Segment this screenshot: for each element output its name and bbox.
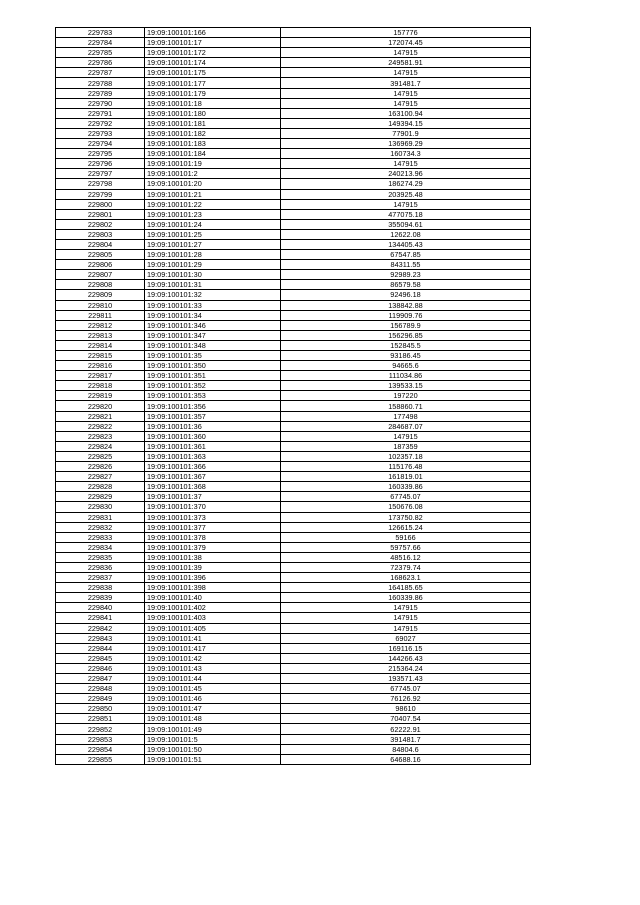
table-row bbox=[56, 209, 531, 219]
cadastral-number-cell: 19:09:100101:405 bbox=[145, 623, 281, 633]
value-cell: 76126.92 bbox=[281, 694, 531, 704]
cadastral-number-cell: 19:09:100101:172 bbox=[145, 48, 281, 58]
value-cell: 160339.86 bbox=[281, 593, 531, 603]
cadastral-number-cell: 19:09:100101:30 bbox=[145, 270, 281, 280]
cadastral-number-cell: 19:09:100101:361 bbox=[145, 441, 281, 451]
row-id-cell: 229832 bbox=[56, 522, 145, 532]
row-id-cell: 229802 bbox=[56, 219, 145, 229]
table-row bbox=[56, 714, 531, 724]
cadastral-number-cell: 19:09:100101:181 bbox=[145, 118, 281, 128]
row-id-cell: 229811 bbox=[56, 310, 145, 320]
table-row bbox=[56, 684, 531, 694]
value-cell: 147915 bbox=[281, 159, 531, 169]
data-table bbox=[55, 27, 531, 765]
row-id-cell: 229839 bbox=[56, 593, 145, 603]
table-row bbox=[56, 270, 531, 280]
value-cell: 168623.1 bbox=[281, 573, 531, 583]
table-row bbox=[56, 108, 531, 118]
row-id-cell: 229846 bbox=[56, 663, 145, 673]
cadastral-number-cell: 19:09:100101:46 bbox=[145, 694, 281, 704]
value-cell: 163100.94 bbox=[281, 108, 531, 118]
value-cell: 152845.5 bbox=[281, 340, 531, 350]
value-cell: 172074.45 bbox=[281, 38, 531, 48]
cadastral-number-cell: 19:09:100101:353 bbox=[145, 391, 281, 401]
cadastral-number-cell: 19:09:100101:33 bbox=[145, 300, 281, 310]
row-id-cell: 229825 bbox=[56, 451, 145, 461]
cadastral-number-cell: 19:09:100101:403 bbox=[145, 613, 281, 623]
value-cell: 158860.71 bbox=[281, 401, 531, 411]
value-cell: 86579.58 bbox=[281, 280, 531, 290]
table-row bbox=[56, 502, 531, 512]
value-cell: 156789.9 bbox=[281, 320, 531, 330]
table-row bbox=[56, 239, 531, 249]
row-id-cell: 229783 bbox=[56, 28, 145, 38]
table-row bbox=[56, 472, 531, 482]
row-id-cell: 229851 bbox=[56, 714, 145, 724]
row-id-cell: 229840 bbox=[56, 603, 145, 613]
cadastral-number-cell: 19:09:100101:417 bbox=[145, 643, 281, 653]
table-row bbox=[56, 593, 531, 603]
cadastral-number-cell: 19:09:100101:23 bbox=[145, 209, 281, 219]
table-row bbox=[56, 139, 531, 149]
cadastral-number-cell: 19:09:100101:166 bbox=[145, 28, 281, 38]
cadastral-number-cell: 19:09:100101:21 bbox=[145, 189, 281, 199]
table-row bbox=[56, 351, 531, 361]
value-cell: 67745.07 bbox=[281, 684, 531, 694]
cadastral-number-cell: 19:09:100101:379 bbox=[145, 542, 281, 552]
table-row bbox=[56, 522, 531, 532]
cadastral-number-cell: 19:09:100101:36 bbox=[145, 421, 281, 431]
value-cell: 64688.16 bbox=[281, 754, 531, 764]
cadastral-number-cell: 19:09:100101:402 bbox=[145, 603, 281, 613]
cadastral-number-cell: 19:09:100101:49 bbox=[145, 724, 281, 734]
value-cell: 92989.23 bbox=[281, 270, 531, 280]
cadastral-number-cell: 19:09:100101:360 bbox=[145, 431, 281, 441]
row-id-cell: 229787 bbox=[56, 68, 145, 78]
cadastral-number-cell: 19:09:100101:346 bbox=[145, 320, 281, 330]
table-row bbox=[56, 38, 531, 48]
row-id-cell: 229824 bbox=[56, 441, 145, 451]
row-id-cell: 229810 bbox=[56, 300, 145, 310]
cadastral-number-cell: 19:09:100101:34 bbox=[145, 310, 281, 320]
cadastral-number-cell: 19:09:100101:43 bbox=[145, 663, 281, 673]
row-id-cell: 229796 bbox=[56, 159, 145, 169]
table-row bbox=[56, 290, 531, 300]
value-cell: 138842.88 bbox=[281, 300, 531, 310]
table-row bbox=[56, 532, 531, 542]
row-id-cell: 229795 bbox=[56, 149, 145, 159]
cadastral-number-cell: 19:09:100101:18 bbox=[145, 98, 281, 108]
cadastral-number-cell: 19:09:100101:31 bbox=[145, 280, 281, 290]
cadastral-number-cell: 19:09:100101:42 bbox=[145, 653, 281, 663]
cadastral-number-cell: 19:09:100101:39 bbox=[145, 562, 281, 572]
cadastral-number-cell: 19:09:100101:17 bbox=[145, 38, 281, 48]
cadastral-number-cell: 19:09:100101:373 bbox=[145, 512, 281, 522]
table-row bbox=[56, 603, 531, 613]
value-cell: 59757.66 bbox=[281, 542, 531, 552]
value-cell: 157776 bbox=[281, 28, 531, 38]
table-row bbox=[56, 371, 531, 381]
row-id-cell: 229823 bbox=[56, 431, 145, 441]
table-row bbox=[56, 573, 531, 583]
value-cell: 391481.7 bbox=[281, 734, 531, 744]
cadastral-number-cell: 19:09:100101:40 bbox=[145, 593, 281, 603]
cadastral-number-cell: 19:09:100101:47 bbox=[145, 704, 281, 714]
row-id-cell: 229809 bbox=[56, 290, 145, 300]
table-row bbox=[56, 431, 531, 441]
row-id-cell: 229803 bbox=[56, 229, 145, 239]
table-row bbox=[56, 704, 531, 714]
table-row bbox=[56, 58, 531, 68]
table-row bbox=[56, 48, 531, 58]
value-cell: 164185.65 bbox=[281, 583, 531, 593]
row-id-cell: 229788 bbox=[56, 78, 145, 88]
table-row bbox=[56, 482, 531, 492]
row-id-cell: 229843 bbox=[56, 633, 145, 643]
table-row bbox=[56, 754, 531, 764]
row-id-cell: 229821 bbox=[56, 411, 145, 421]
cadastral-number-cell: 19:09:100101:174 bbox=[145, 58, 281, 68]
row-id-cell: 229850 bbox=[56, 704, 145, 714]
row-id-cell: 229800 bbox=[56, 199, 145, 209]
value-cell: 102357.18 bbox=[281, 451, 531, 461]
cadastral-number-cell: 19:09:100101:5 bbox=[145, 734, 281, 744]
table-row bbox=[56, 663, 531, 673]
row-id-cell: 229853 bbox=[56, 734, 145, 744]
cadastral-number-cell: 19:09:100101:356 bbox=[145, 401, 281, 411]
value-cell: 69027 bbox=[281, 633, 531, 643]
row-id-cell: 229786 bbox=[56, 58, 145, 68]
table-row bbox=[56, 492, 531, 502]
table-row bbox=[56, 361, 531, 371]
table-row bbox=[56, 552, 531, 562]
value-cell: 215364.24 bbox=[281, 663, 531, 673]
row-id-cell: 229835 bbox=[56, 552, 145, 562]
row-id-cell: 229842 bbox=[56, 623, 145, 633]
cadastral-number-cell: 19:09:100101:357 bbox=[145, 411, 281, 421]
row-id-cell: 229845 bbox=[56, 653, 145, 663]
row-id-cell: 229789 bbox=[56, 88, 145, 98]
table-row bbox=[56, 78, 531, 88]
row-id-cell: 229849 bbox=[56, 694, 145, 704]
row-id-cell: 229814 bbox=[56, 340, 145, 350]
row-id-cell: 229829 bbox=[56, 492, 145, 502]
table-row bbox=[56, 280, 531, 290]
cadastral-number-cell: 19:09:100101:348 bbox=[145, 340, 281, 350]
value-cell: 119909.76 bbox=[281, 310, 531, 320]
value-cell: 193571.43 bbox=[281, 674, 531, 684]
cadastral-number-cell: 19:09:100101:184 bbox=[145, 149, 281, 159]
value-cell: 12622.08 bbox=[281, 229, 531, 239]
cadastral-number-cell: 19:09:100101:182 bbox=[145, 128, 281, 138]
row-id-cell: 229831 bbox=[56, 512, 145, 522]
row-id-cell: 229794 bbox=[56, 139, 145, 149]
value-cell: 147915 bbox=[281, 98, 531, 108]
row-id-cell: 229841 bbox=[56, 613, 145, 623]
table-row bbox=[56, 633, 531, 643]
table-body bbox=[56, 28, 531, 765]
value-cell: 93186.45 bbox=[281, 351, 531, 361]
value-cell: 177498 bbox=[281, 411, 531, 421]
cadastral-number-cell: 19:09:100101:351 bbox=[145, 371, 281, 381]
value-cell: 160339.86 bbox=[281, 482, 531, 492]
table-row bbox=[56, 542, 531, 552]
row-id-cell: 229844 bbox=[56, 643, 145, 653]
table-row bbox=[56, 149, 531, 159]
value-cell: 186274.29 bbox=[281, 179, 531, 189]
value-cell: 240213.96 bbox=[281, 169, 531, 179]
table-row bbox=[56, 28, 531, 38]
cadastral-number-cell: 19:09:100101:32 bbox=[145, 290, 281, 300]
table-row bbox=[56, 179, 531, 189]
row-id-cell: 229847 bbox=[56, 674, 145, 684]
table-row bbox=[56, 562, 531, 572]
value-cell: 173750.82 bbox=[281, 512, 531, 522]
row-id-cell: 229834 bbox=[56, 542, 145, 552]
value-cell: 48516.12 bbox=[281, 552, 531, 562]
value-cell: 139533.15 bbox=[281, 381, 531, 391]
cadastral-number-cell: 19:09:100101:29 bbox=[145, 260, 281, 270]
row-id-cell: 229806 bbox=[56, 260, 145, 270]
table-row bbox=[56, 229, 531, 239]
cadastral-number-cell: 19:09:100101:19 bbox=[145, 159, 281, 169]
value-cell: 92496.18 bbox=[281, 290, 531, 300]
cadastral-number-cell: 19:09:100101:48 bbox=[145, 714, 281, 724]
row-id-cell: 229784 bbox=[56, 38, 145, 48]
cadastral-number-cell: 19:09:100101:180 bbox=[145, 108, 281, 118]
value-cell: 169116.15 bbox=[281, 643, 531, 653]
row-id-cell: 229830 bbox=[56, 502, 145, 512]
table-row bbox=[56, 189, 531, 199]
cadastral-number-cell: 19:09:100101:366 bbox=[145, 462, 281, 472]
table-row bbox=[56, 300, 531, 310]
cadastral-number-cell: 19:09:100101:27 bbox=[145, 239, 281, 249]
value-cell: 98610 bbox=[281, 704, 531, 714]
cadastral-number-cell: 19:09:100101:28 bbox=[145, 250, 281, 260]
table-row bbox=[56, 512, 531, 522]
cadastral-number-cell: 19:09:100101:175 bbox=[145, 68, 281, 78]
value-cell: 249581.91 bbox=[281, 58, 531, 68]
row-id-cell: 229822 bbox=[56, 421, 145, 431]
table-row bbox=[56, 128, 531, 138]
row-id-cell: 229807 bbox=[56, 270, 145, 280]
table-row bbox=[56, 381, 531, 391]
table-row bbox=[56, 330, 531, 340]
table-row bbox=[56, 583, 531, 593]
row-id-cell: 229790 bbox=[56, 98, 145, 108]
table-row bbox=[56, 451, 531, 461]
value-cell: 70407.54 bbox=[281, 714, 531, 724]
row-id-cell: 229848 bbox=[56, 684, 145, 694]
cadastral-number-cell: 19:09:100101:41 bbox=[145, 633, 281, 643]
cadastral-number-cell: 19:09:100101:50 bbox=[145, 744, 281, 754]
row-id-cell: 229836 bbox=[56, 562, 145, 572]
row-id-cell: 229798 bbox=[56, 179, 145, 189]
row-id-cell: 229815 bbox=[56, 351, 145, 361]
table-row bbox=[56, 401, 531, 411]
table-row bbox=[56, 310, 531, 320]
row-id-cell: 229801 bbox=[56, 209, 145, 219]
row-id-cell: 229812 bbox=[56, 320, 145, 330]
value-cell: 149394.15 bbox=[281, 118, 531, 128]
table-row bbox=[56, 694, 531, 704]
row-id-cell: 229804 bbox=[56, 239, 145, 249]
cadastral-number-cell: 19:09:100101:37 bbox=[145, 492, 281, 502]
value-cell: 147915 bbox=[281, 48, 531, 58]
table-row bbox=[56, 441, 531, 451]
table-row bbox=[56, 159, 531, 169]
table-row bbox=[56, 88, 531, 98]
value-cell: 197220 bbox=[281, 391, 531, 401]
row-id-cell: 229792 bbox=[56, 118, 145, 128]
row-id-cell: 229827 bbox=[56, 472, 145, 482]
cadastral-number-cell: 19:09:100101:24 bbox=[145, 219, 281, 229]
cadastral-number-cell: 19:09:100101:367 bbox=[145, 472, 281, 482]
cadastral-number-cell: 19:09:100101:398 bbox=[145, 583, 281, 593]
row-id-cell: 229854 bbox=[56, 744, 145, 754]
cadastral-number-cell: 19:09:100101:183 bbox=[145, 139, 281, 149]
value-cell: 77901.9 bbox=[281, 128, 531, 138]
row-id-cell: 229791 bbox=[56, 108, 145, 118]
row-id-cell: 229818 bbox=[56, 381, 145, 391]
table-row bbox=[56, 118, 531, 128]
cadastral-number-cell: 19:09:100101:177 bbox=[145, 78, 281, 88]
row-id-cell: 229793 bbox=[56, 128, 145, 138]
value-cell: 355094.61 bbox=[281, 219, 531, 229]
cadastral-number-cell: 19:09:100101:45 bbox=[145, 684, 281, 694]
table-row bbox=[56, 68, 531, 78]
value-cell: 391481.7 bbox=[281, 78, 531, 88]
table-row bbox=[56, 199, 531, 209]
value-cell: 67547.85 bbox=[281, 250, 531, 260]
table-row bbox=[56, 744, 531, 754]
row-id-cell: 229805 bbox=[56, 250, 145, 260]
value-cell: 147915 bbox=[281, 623, 531, 633]
table-row bbox=[56, 411, 531, 421]
table-row bbox=[56, 421, 531, 431]
cadastral-number-cell: 19:09:100101:350 bbox=[145, 361, 281, 371]
table-row bbox=[56, 734, 531, 744]
table-row bbox=[56, 724, 531, 734]
value-cell: 67745.07 bbox=[281, 492, 531, 502]
value-cell: 59166 bbox=[281, 532, 531, 542]
row-id-cell: 229855 bbox=[56, 754, 145, 764]
value-cell: 147915 bbox=[281, 613, 531, 623]
value-cell: 115176.48 bbox=[281, 462, 531, 472]
cadastral-number-cell: 19:09:100101:44 bbox=[145, 674, 281, 684]
row-id-cell: 229826 bbox=[56, 462, 145, 472]
cadastral-number-cell: 19:09:100101:363 bbox=[145, 451, 281, 461]
table-row bbox=[56, 320, 531, 330]
row-id-cell: 229817 bbox=[56, 371, 145, 381]
value-cell: 187359 bbox=[281, 441, 531, 451]
value-cell: 150676.08 bbox=[281, 502, 531, 512]
cadastral-number-cell: 19:09:100101:368 bbox=[145, 482, 281, 492]
value-cell: 72379.74 bbox=[281, 562, 531, 572]
cadastral-number-cell: 19:09:100101:22 bbox=[145, 199, 281, 209]
row-id-cell: 229819 bbox=[56, 391, 145, 401]
row-id-cell: 229816 bbox=[56, 361, 145, 371]
value-cell: 160734.3 bbox=[281, 149, 531, 159]
value-cell: 284687.07 bbox=[281, 421, 531, 431]
table-row bbox=[56, 169, 531, 179]
row-id-cell: 229808 bbox=[56, 280, 145, 290]
value-cell: 111034.86 bbox=[281, 371, 531, 381]
value-cell: 147915 bbox=[281, 431, 531, 441]
cadastral-number-cell: 19:09:100101:35 bbox=[145, 351, 281, 361]
table-row bbox=[56, 98, 531, 108]
value-cell: 94665.6 bbox=[281, 361, 531, 371]
cadastral-number-cell: 19:09:100101:377 bbox=[145, 522, 281, 532]
table-row bbox=[56, 462, 531, 472]
value-cell: 477075.18 bbox=[281, 209, 531, 219]
row-id-cell: 229838 bbox=[56, 583, 145, 593]
table-row bbox=[56, 391, 531, 401]
table-row bbox=[56, 260, 531, 270]
cadastral-number-cell: 19:09:100101:51 bbox=[145, 754, 281, 764]
value-cell: 147915 bbox=[281, 68, 531, 78]
value-cell: 126615.24 bbox=[281, 522, 531, 532]
value-cell: 147915 bbox=[281, 603, 531, 613]
table-row bbox=[56, 643, 531, 653]
table-row bbox=[56, 623, 531, 633]
row-id-cell: 229785 bbox=[56, 48, 145, 58]
table-row bbox=[56, 250, 531, 260]
cadastral-number-cell: 19:09:100101:370 bbox=[145, 502, 281, 512]
value-cell: 84804.6 bbox=[281, 744, 531, 754]
table-row bbox=[56, 340, 531, 350]
value-cell: 144266.43 bbox=[281, 653, 531, 663]
table-row bbox=[56, 653, 531, 663]
cadastral-number-cell: 19:09:100101:25 bbox=[145, 229, 281, 239]
row-id-cell: 229799 bbox=[56, 189, 145, 199]
row-id-cell: 229820 bbox=[56, 401, 145, 411]
row-id-cell: 229852 bbox=[56, 724, 145, 734]
table-row bbox=[56, 219, 531, 229]
row-id-cell: 229797 bbox=[56, 169, 145, 179]
row-id-cell: 229833 bbox=[56, 532, 145, 542]
row-id-cell: 229837 bbox=[56, 573, 145, 583]
cadastral-number-cell: 19:09:100101:378 bbox=[145, 532, 281, 542]
cadastral-number-cell: 19:09:100101:352 bbox=[145, 381, 281, 391]
value-cell: 62222.91 bbox=[281, 724, 531, 734]
cadastral-number-cell: 19:09:100101:38 bbox=[145, 552, 281, 562]
value-cell: 134405.43 bbox=[281, 239, 531, 249]
row-id-cell: 229813 bbox=[56, 330, 145, 340]
cadastral-number-cell: 19:09:100101:347 bbox=[145, 330, 281, 340]
value-cell: 147915 bbox=[281, 199, 531, 209]
cadastral-number-cell: 19:09:100101:396 bbox=[145, 573, 281, 583]
row-id-cell: 229828 bbox=[56, 482, 145, 492]
cadastral-number-cell: 19:09:100101:2 bbox=[145, 169, 281, 179]
value-cell: 156296.85 bbox=[281, 330, 531, 340]
value-cell: 203925.48 bbox=[281, 189, 531, 199]
value-cell: 147915 bbox=[281, 88, 531, 98]
table-row bbox=[56, 613, 531, 623]
value-cell: 161819.01 bbox=[281, 472, 531, 482]
value-cell: 84311.55 bbox=[281, 260, 531, 270]
table-row bbox=[56, 674, 531, 684]
cadastral-number-cell: 19:09:100101:20 bbox=[145, 179, 281, 189]
cadastral-number-cell: 19:09:100101:179 bbox=[145, 88, 281, 98]
value-cell: 136969.29 bbox=[281, 139, 531, 149]
